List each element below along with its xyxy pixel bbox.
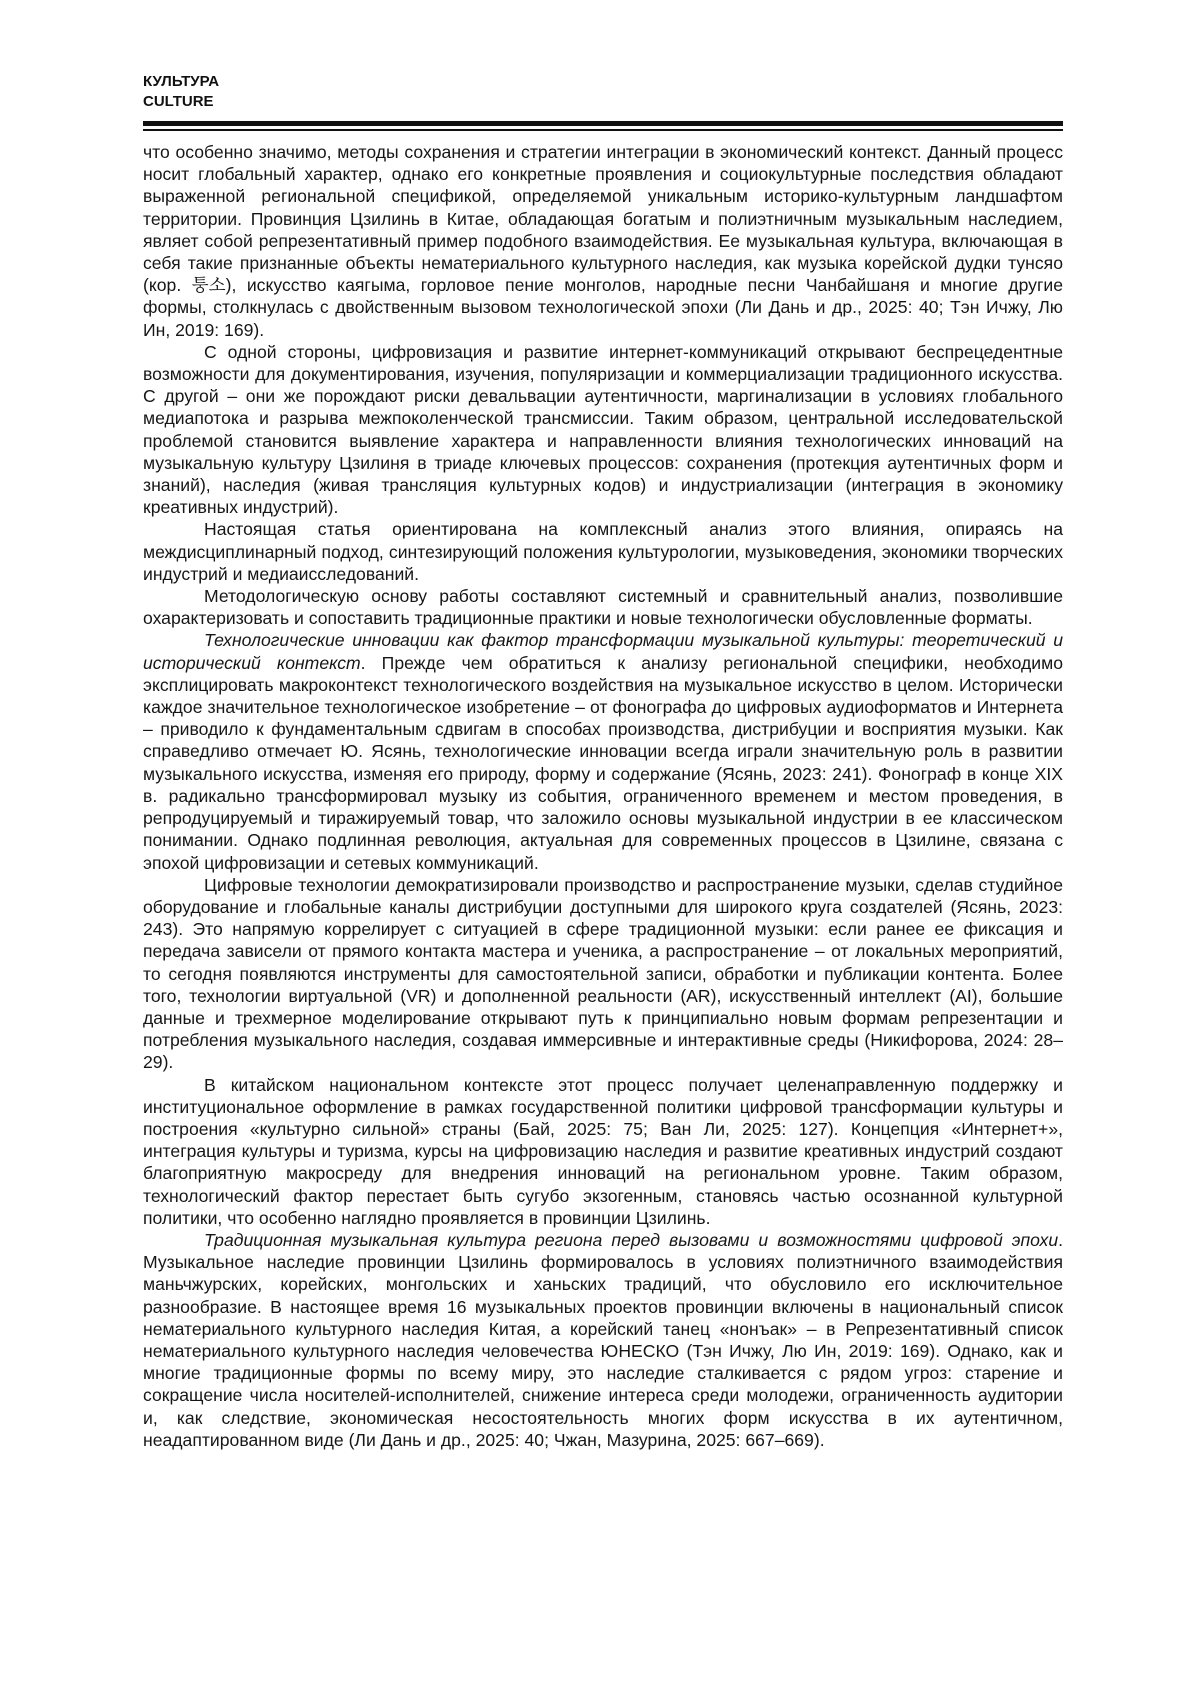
running-header	[143, 72, 219, 112]
header-rule-thin	[143, 129, 1063, 131]
section-title-ru: КУЛЬТУРА	[143, 73, 220, 90]
paragraph-8-text: . Музыкальное наследие провинции Цзилинь формировалось в условиях полиэтничного взаимодействия маньчжурских, корейских, монгольских и ханьских традиций, что обусловило его исключительное разнообразие. В настоящее время 16 музыкальных проектов провинции включены в национальный список нематериального культурного наследия Китая, а корейский танец «нонъак» – в Репрезентативный список нематериального культурного наследия человечества ЮНЕСКО (Тэн Ичжу, Лю Ин, 2019: 169). Однако, как и многие традиционные формы по всему миру, это наследие сталкивается с рядом угроз: старение и сокращение числа носителей-исполнителей, снижение интереса среди молодежи, ограниченность аудитории и, как следствие, экономическая несостоятельность многих форм искусства в их аутентичном, неадаптированном виде (Ли Дань и др., 2025: 40; Чжан, Мазурина, 2025: 667–669).	[143, 1229, 1063, 1450]
paragraph-6: Цифровые технологии демократизировали производство и распространение музыки, сделав студийное оборудование и глобальные каналы дистрибуции доступными для широкого круга создателей (Ясянь, 2023: 243). Это напрямую коррелирует с ситуацией в сфере традиционной музыки: если ранее ее фиксация и передача зависели от прямого контакта мастера и ученика, а распространение – от локальных мероприятий, то сегодня появляются инструменты для самостоятельной записи, обработки и публикации контента. Более того, технологии виртуальной (VR) и дополненной реальности (AR), искусственный интеллект (AI), большие данные и трехмерное моделирование открывают путь к принципиально новым формам репрезентации и потребления музыкального наследия, создавая иммерсивные и интерактивные среды (Никифорова, 2024: 28–29).	[143, 874, 1063, 1073]
paragraph-5-text: . Прежде чем обратиться к анализу региональной специфики, необходимо эксплицировать макроконтекст технологического воздействия на музыкальное искусство в целом. Исторически каждое значительное технологическое изобретение – от фонографа до цифровых аудиоформатов и Интернета – приводило к фундаментальным сдвигам в способах производства, дистрибуции и восприятия музыки. Как справедливо отмечает Ю. Ясянь, технологические инновации всегда играли значительную роль в развитии музыкального искусства, изменяя его природу, форму и содержание (Ясянь, 2023: 241). Фонограф в конце XIX в. радикально трансформировал музыку из события, ограниченного временем и местом проведения, в репродуцируемый и тиражируемый товар, что заложило основы музыкальной индустрии в ее классическом понимании. Однако подлинная революция, актуальная для современных процессов в Цзилине, связана с эпохой цифровизации и сетевых коммуникаций.	[143, 652, 1063, 873]
paragraph-4: Методологическую основу работы составляют системный и сравнительный анализ, позволившие охарактеризовать и сопоставить традиционные практики и новые технологически обусловленные форматы.	[143, 586, 1063, 629]
paragraph-8	[143, 1229, 1063, 1451]
paragraph-1: что особенно значимо, методы сохранения и стратегии интеграции в экономический контекст. Данный процесс носит глобальный характер, однако его конкретные проявления и социокультурные последствия обладают выраженной региональной спецификой, определяемой уникальным историко-культурным ландшафтом территории. Провинция Цзилинь в Китае, обладающая богатым и полиэтничным музыкальным наследием, являет собой репрезентативный пример подобного взаимодействия. Ее музыкальная культура, включающая в себя такие признанные объекты нематериального культурного наследия, как музыка корейской дудки тунсяо (кор. 퉁소), искусство каягыма, горловое пение монголов, народные песни Чанбайшаня и многие другие формы, столкнулась с двойственным вызовом технологической эпохи (Ли Дань и др., 2025: 40; Тэн Ичжу, Лю Ин, 2019: 169).	[143, 142, 1063, 340]
subsection-heading-2: Традиционная музыкальная культура региона перед вызовами и возможностями цифровой эпохи	[204, 1229, 1059, 1250]
section-title-en: CULTURE	[143, 93, 214, 110]
header-rule-thick	[143, 121, 1063, 126]
article-body	[143, 141, 1063, 1451]
paragraph-7: В китайском национальном контексте этот процесс получает целенаправленную поддержку и институциональное оформление в рамках государственной политики цифровой трансформации культуры и построения «культурно сильной» страны (Бай, 2025: 75; Ван Ли, 2025: 127). Концепция «Интернет+», интеграция культуры и туризма, курсы на цифровизацию наследия и развитие креативных индустрий создают благоприятную макросреду для внедрения инноваций на региональном уровне. Таким образом, технологический фактор перестает быть сугубо экзогенным, становясь частью осознанной культурной политики, что особенно наглядно проявляется в провинции Цзилинь.	[143, 1074, 1063, 1228]
paragraph-3: Настоящая статья ориентирована на комплексный анализ этого влияния, опираясь на междисциплинарный подход, синтезирующий положения культурологии, музыковедения, экономики творческих индустрий и медиаисследований.	[143, 519, 1063, 584]
subsection-heading-1: Технологические инновации как фактор трансформации музыкальной культуры: теоретический и исторический контекст	[143, 630, 1063, 673]
paragraph-2: С одной стороны, цифровизация и развитие интернет-коммуникаций открывают беспрецедентные возможности для документирования, изучения, популяризации и коммерциализации традиционного искусства. С другой – они же порождают риски девальвации аутентичности, маргинализации в условиях глобального медиапотока и разрыва межпоколенческой трансмиссии. Таким образом, центральной исследовательской проблемой становится выявление характера и направленности влияния технологических инноваций на музыкальную культуру Цзилиня в триаде ключевых процессов: сохранения (протекция аутентичных форм и знаний), наследия (живая трансляция культурных кодов) и индустриализации (интеграция в экономику креативных индустрий).	[143, 341, 1063, 518]
paragraph-5	[143, 629, 1063, 873]
